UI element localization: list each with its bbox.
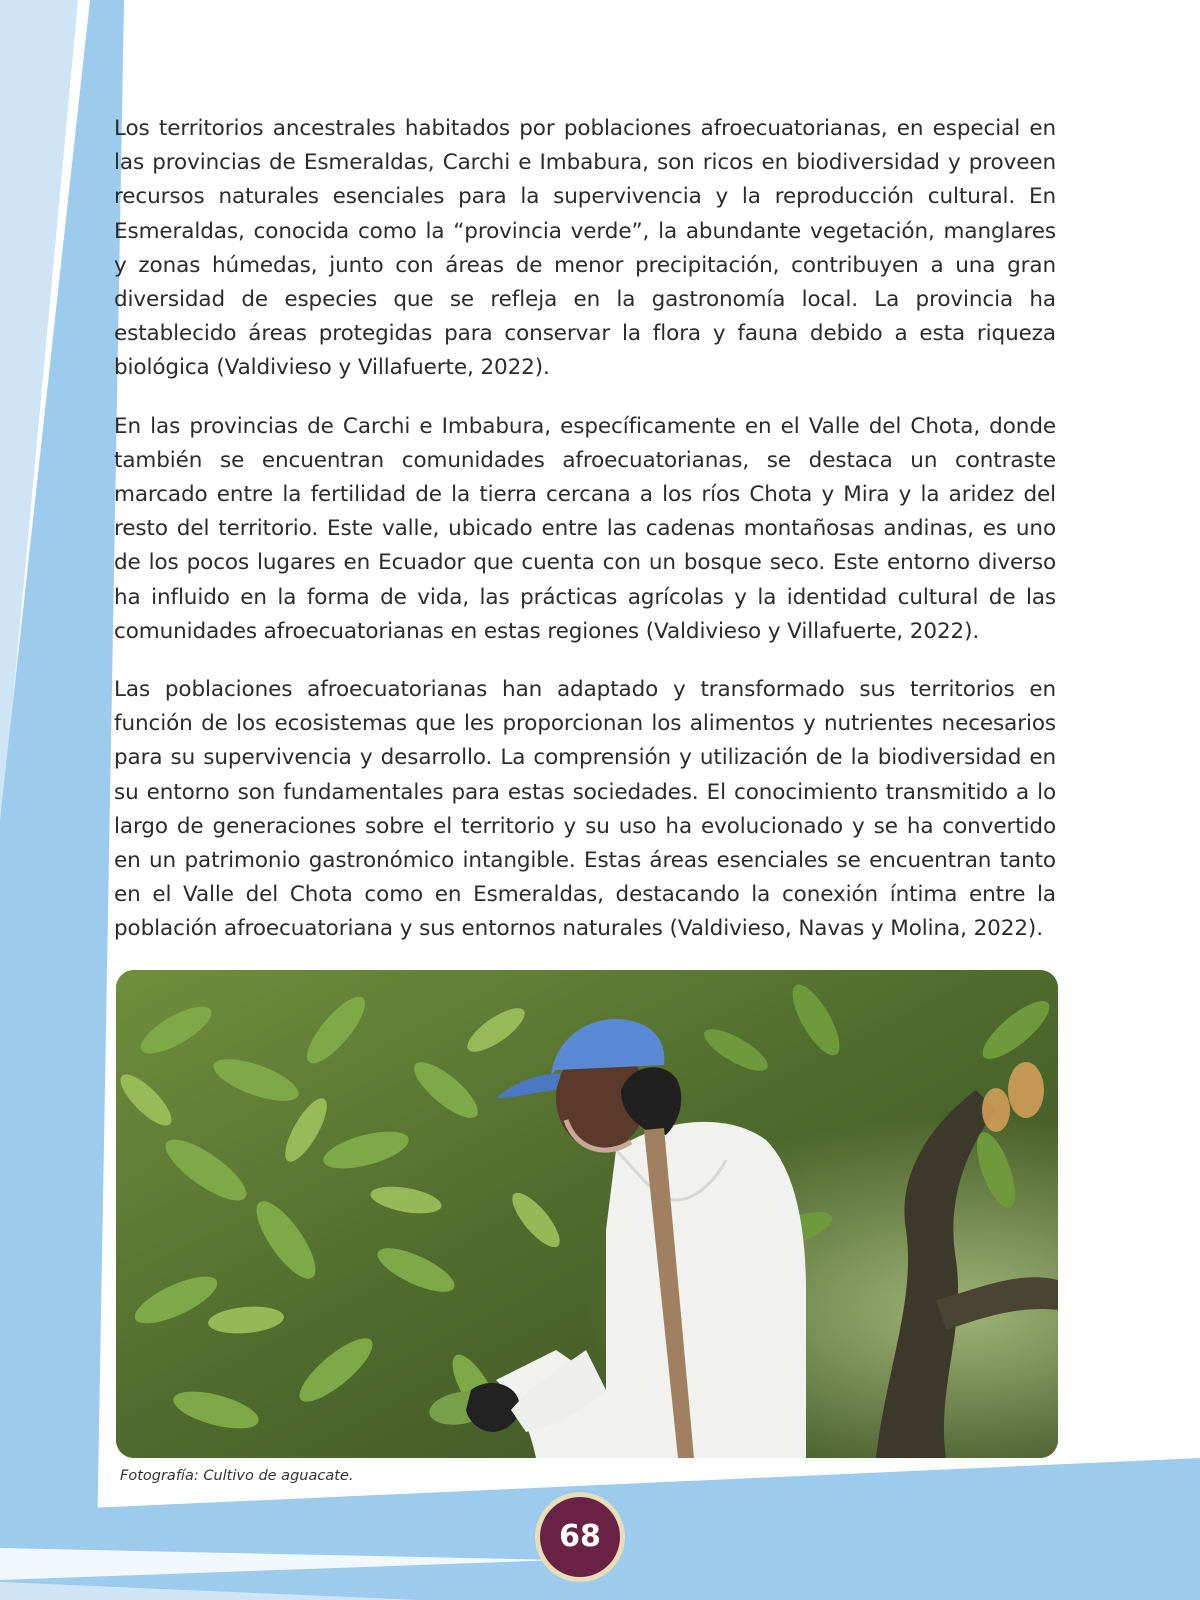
paragraph-1: Los territorios ancestrales habitados por poblaciones afroecuatorianas, en especial en las provincias de Esmeraldas, Carchi e Imbabura, son ricos en biodiversidad y proveen recursos naturales esenciales para la supervivencia y la reproducción cultural. En Esmeraldas, conocida como la “provincia verde”, la abundante vegetación, manglares y zonas húmedas, junto con áreas de menor precipitación, contribuyen a una gran diversidad de especies que se refleja en la gastronomía local. La provincia ha establecido áreas protegidas para conservar la flora y fauna debido a esta riqueza biológica (Valdivieso y Villafuerte, 2022). xyxy=(114,116,1056,381)
page-number-badge: 68 xyxy=(540,1497,620,1577)
paragraph-3: Las poblaciones afroecuatorianas han adaptado y transformado sus territorios en función de los ecosistemas que les proporcionan los alimentos y nutrientes necesarios para su supervivencia y desarrollo. La comprensión y utilización de la biodiversidad en su entorno son fundamentales para estas sociedades. El conocimiento transmitido a lo largo de generaciones sobre el territorio y su uso ha evolucionado y se ha convertido en un patrimonio gastronómico intangible. Estas áreas esenciales se encuentran tanto en el Valle del Chota como en Esmeraldas, destacando la conexión íntima entre la población afroecuatoriana y sus entornos naturales (Valdivieso, Navas y Molina, 2022). xyxy=(114,677,1056,942)
body-text xyxy=(114,112,1056,971)
photo-caption: Fotografía: Cultivo de aguacate. xyxy=(120,1468,354,1484)
paragraph-2: En las provincias de Carchi e Imbabura, específicamente en el Valle del Chota, donde también se encuentran comunidades afroecuatorianas, se destaca un contraste marcado entre la fertilidad de la tierra cercana a los ríos Chota y Mira y la aridez del resto del territorio. Este valle, ubicado entre las cadenas montañosas andinas, es uno de los pocos lugares en Ecuador que cuenta con un bosque seco. Este entorno diverso ha influido en la forma de vida, las prácticas agrícolas y la identidad cultural de las comunidades afroecuatorianas en estas regiones (Valdivieso y Villafuerte, 2022). xyxy=(114,413,1056,644)
avocado-farmer-photo xyxy=(116,970,1058,1458)
